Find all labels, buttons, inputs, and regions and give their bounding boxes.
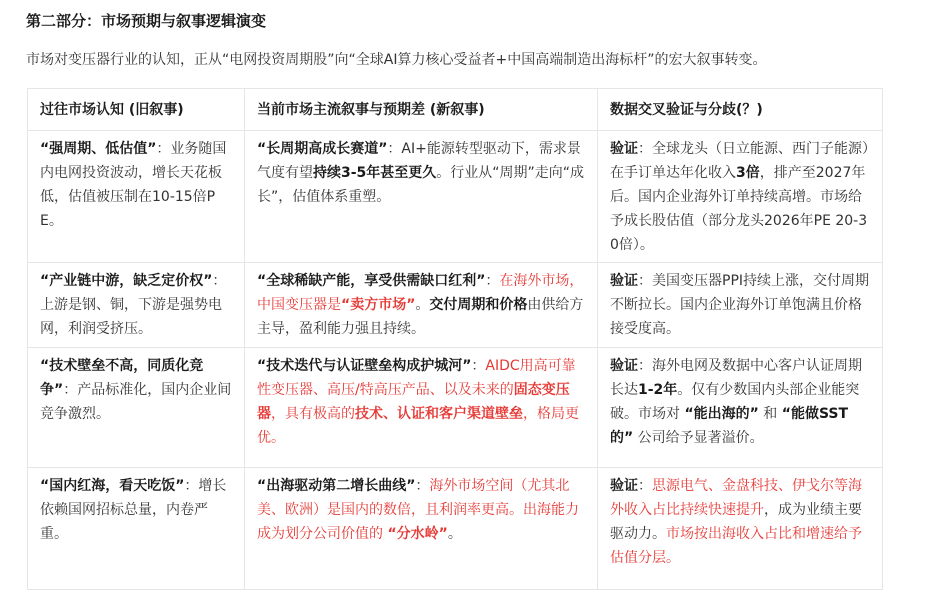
cell-text: 由供给方主导，盈利能力强且持续。	[257, 297, 584, 337]
cell-text: ，成为业绩主要驱动力。	[610, 502, 862, 542]
table-row	[28, 348, 883, 468]
cell-text: ：	[485, 273, 500, 289]
cell-text: ：	[415, 478, 430, 494]
cell-head: “强周期、低估值”	[40, 141, 157, 157]
cell-verification	[598, 263, 883, 348]
cell-old-narrative	[28, 348, 245, 468]
cell-text: ：	[638, 478, 652, 494]
cell-text: 。行业从“周期”走向“成长”，估值体系重塑。	[257, 165, 585, 205]
header-verification: 数据交叉验证与分歧(？)	[598, 89, 883, 131]
cell-verification	[598, 468, 883, 590]
cell-head: “国内红海，看天吃饭”	[40, 478, 185, 494]
cell-bold-text: 交付周期和价格	[429, 297, 528, 313]
cell-head: “全球稀缺产能，享受供需缺口红利”	[257, 273, 486, 289]
cell-new-narrative	[245, 348, 598, 468]
cell-text: 。	[447, 526, 462, 542]
cell-old-narrative	[28, 131, 245, 263]
cell-red-text: AIDC用高可靠性变压器、高压/特高压产品、以及未来的	[257, 358, 576, 398]
cell-text: ，排产至2027年后。国内企业海外订单持续高增。市场给予成长股估值（部分龙头2026年PE 20-30倍）。	[610, 165, 868, 253]
cell-old-narrative	[28, 468, 245, 590]
verify-lead: 验证	[610, 478, 638, 494]
cell-red-text: 在海外市场，中国变压器是	[257, 273, 584, 313]
cell-text: 。仅有少数国内头部企业能突破。市场对	[610, 382, 860, 422]
table-row	[28, 468, 883, 590]
cell-red-text: ，具有极高的	[271, 406, 355, 422]
cell-head: “技术壁垒不高，同质化竞争”	[40, 358, 204, 398]
cell-red-text: 市场按出海收入占比和增速给予估值分层。	[610, 526, 862, 566]
cell-red-text: 思源电气、金盘科技、伊戈尔等海外收入占比持续快速提升	[610, 478, 862, 518]
cell-text: ：产品标准化，国内企业间竞争激烈。	[40, 382, 232, 422]
cell-bold-text: “能出海的”	[684, 406, 759, 422]
cell-head: “产业链中游，缺乏定价权”	[40, 273, 213, 289]
narrative-table	[27, 88, 883, 590]
cell-bold-text: 1-2年	[638, 382, 678, 398]
cell-head: “出海驱动第二增长曲线”	[257, 478, 416, 494]
cell-old-narrative	[28, 263, 245, 348]
cell-text: 和	[758, 406, 782, 422]
cell-head: “长周期高成长赛道”	[257, 141, 388, 157]
table-header-row	[28, 89, 883, 131]
header-old-narrative: 过往市场认知 (旧叙事)	[28, 89, 245, 131]
cell-new-narrative	[245, 468, 598, 590]
cell-new-narrative	[245, 263, 598, 348]
section-intro: 市场对变压器行业的认知，正从“电网投资周期股”向“全球AI算力核心受益者+中国高端制造出海标杆”的宏大叙事转变。	[26, 52, 767, 68]
cell-red-bold-text: 固态变压器	[257, 382, 570, 422]
cell-red-bold-text: 技术、认证和客户渠道壁垒	[355, 406, 523, 422]
table-row	[28, 263, 883, 348]
cell-red-bold-text: “分水岭”	[387, 526, 448, 542]
cell-text: ：美国变压器PPI持续上涨，交付周期不断拉长。国内企业海外订单饱满且价格接受度高。	[610, 273, 870, 337]
cell-text: 。	[415, 297, 430, 313]
cell-red-bold-text: “卖方市场”	[341, 297, 416, 313]
cell-new-narrative	[245, 131, 598, 263]
cell-text: ：全球龙头（日立能源、西门子能源）在手订单达年化收入	[610, 141, 869, 181]
verify-lead: 验证	[610, 358, 638, 374]
cell-verification	[598, 348, 883, 468]
cell-head: “技术迭代与认证壁垒构成护城河”	[257, 358, 472, 374]
cell-text: ：上游是钢、铜，下游是强势电网，利润受挤压。	[40, 273, 227, 337]
table-row	[28, 131, 883, 263]
cell-text: ：AI+能源转型驱动下，需求景气度有望	[257, 141, 581, 181]
cell-verification	[598, 131, 883, 263]
cell-red-text: 海外市场空间（尤其北美、欧洲）是国内的数倍，且利润率更高。出海能力成为划分公司价值的	[257, 478, 579, 542]
header-new-narrative: 当前市场主流叙事与预期差 (新叙事)	[245, 89, 598, 131]
cell-red-text: ，格局更优。	[257, 406, 579, 446]
cell-bold-text: “能做SST的”	[610, 406, 849, 446]
cell-text: ：业务随国内电网投资波动，增长天花板低，估值被压制在10-15倍PE。	[40, 141, 227, 229]
verify-lead: 验证	[610, 141, 638, 157]
cell-text: ：	[471, 358, 486, 374]
verify-lead: 验证	[610, 273, 638, 289]
cell-text: ：海外电网及数据中心客户认证周期长达	[610, 358, 862, 398]
section-title: 第二部分：市场预期与叙事逻辑演变	[26, 12, 267, 30]
cell-bold-text: 3倍	[736, 165, 760, 181]
cell-text: 公司给予显著溢价。	[633, 430, 764, 446]
cell-text: ：增长依赖国网招标总量，内卷严重。	[40, 478, 227, 542]
cell-bold-text: 持续3-5年甚至更久	[313, 165, 437, 181]
